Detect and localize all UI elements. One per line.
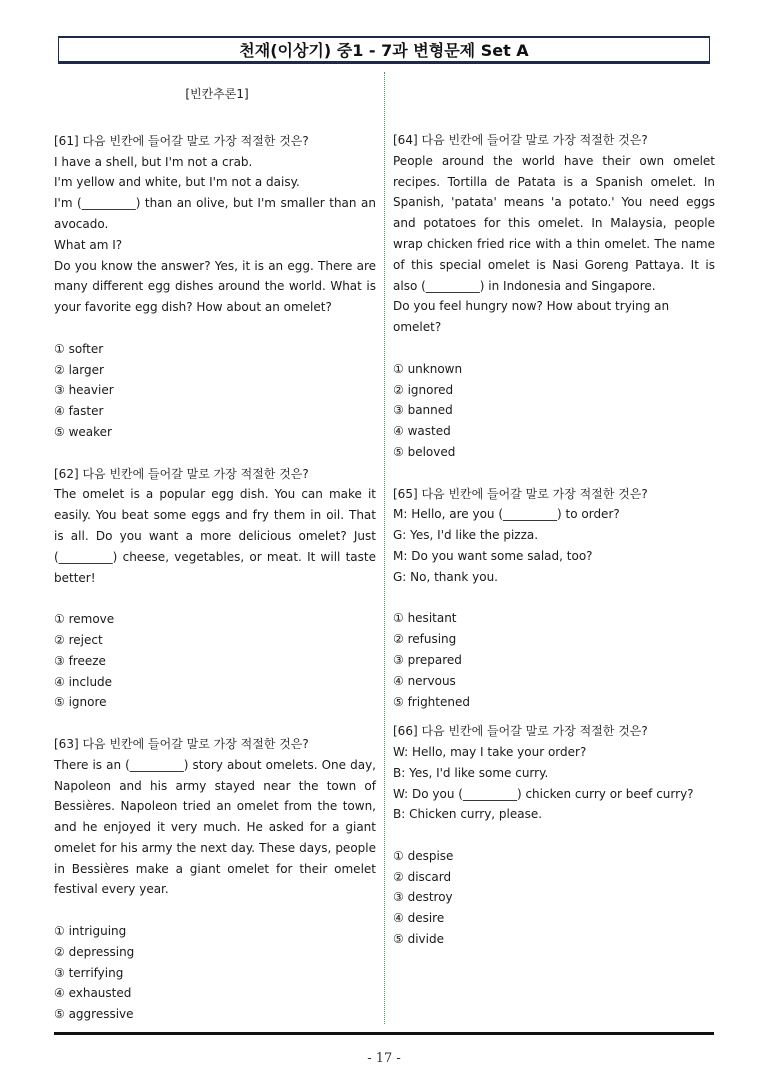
page-header [58, 36, 710, 64]
answer-option[interactable]: ⑤ beloved [393, 444, 456, 459]
question-passage [393, 151, 715, 338]
page-title: 천재(이상기) 중1 - 7과 변형문제 Set A [239, 41, 529, 60]
answer-option[interactable]: ⑤ aggressive [54, 1007, 134, 1022]
answer-option[interactable]: ② refusing [393, 632, 457, 647]
column-divider [384, 72, 385, 1024]
answer-option[interactable]: ① intriguing [54, 924, 127, 939]
answer-option[interactable]: ② reject [54, 632, 103, 647]
answer-option[interactable]: ④ include [54, 674, 113, 689]
dialogue-line: G: No, thank you. [393, 569, 498, 584]
passage-line: What am I? [54, 237, 123, 252]
answer-options [393, 608, 715, 712]
question-title: [61] 다음 빈칸에 들어갈 말로 가장 적절한 것은? [54, 133, 309, 148]
answer-option[interactable]: ② ignored [393, 382, 454, 397]
answer-option[interactable]: ② depressing [54, 944, 135, 959]
question-61 [54, 131, 376, 443]
answer-option[interactable]: ① despise [393, 848, 454, 863]
passage-line: There is an (_________) story about omelets. One day, Napoleon and his army stayed near the town of Bessières. Napoleon tried an omelet from the town, and he enjoyed it very much. He asked for a giant omelet for his army the next day. These days, people in Bessières make a giant omelet for their omelet festival every year. [54, 757, 376, 897]
answer-option[interactable]: ② larger [54, 362, 104, 377]
passage-line: Do you know the answer? Yes, it is an egg. There are many different egg dishes around the world. What is your favorite egg dish? How about an omelet? [54, 258, 376, 315]
passage-line: I have a shell, but I'm not a crab. [54, 154, 253, 169]
answer-options [54, 339, 376, 443]
question-62 [54, 464, 376, 714]
answer-option[interactable]: ④ wasted [393, 424, 451, 439]
answer-option[interactable]: ① remove [54, 612, 115, 627]
answer-options [54, 921, 376, 1025]
dialogue-line: W: Do you (_________) chicken curry or beef curry? [393, 786, 694, 801]
page-number: - 17 - [367, 1051, 401, 1066]
dialogue-line: M: Do you want some salad, too? [393, 548, 593, 563]
answer-option[interactable]: ① softer [54, 341, 104, 356]
question-passage [54, 152, 376, 318]
footer-rule [54, 1032, 714, 1035]
passage-line: Do you feel hungry now? How about trying an omelet? [393, 299, 670, 335]
answer-option[interactable]: ① hesitant [393, 611, 457, 626]
passage-line: People around the world have their own omelet recipes. Tortilla de Patata is a Spanish omelet. In Spanish, 'patata' means 'a potato.' You need eggs and potatoes for this omelet. In Malaysia, people wrap chicken fried rice with a thin omelet. The name of this special omelet is Nasi Goreng Pattaya. It is also (_________) in Indonesia and Singapore. [393, 153, 715, 293]
passage-line: I'm (_________) than an olive, but I'm smaller than an avocado. [54, 196, 376, 231]
question-title: [65] 다음 빈칸에 들어갈 말로 가장 적절한 것은? [393, 486, 648, 501]
left-column [54, 84, 376, 1046]
dialogue-line: G: Yes, I'd like the pizza. [393, 528, 539, 543]
answer-option[interactable]: ③ destroy [393, 890, 453, 905]
answer-option[interactable]: ⑤ ignore [54, 695, 107, 710]
section-tag: [빈칸추론1] [185, 87, 249, 101]
question-title: [66] 다음 빈칸에 들어갈 말로 가장 적절한 것은? [393, 724, 648, 739]
question-64 [393, 130, 715, 463]
question-passage [393, 742, 715, 825]
answer-options [54, 609, 376, 713]
question-title: [63] 다음 빈칸에 들어갈 말로 가장 적절한 것은? [54, 736, 309, 751]
question-passage [54, 484, 376, 588]
passage-line: The omelet is a popular egg dish. You can make it easily. You beat some eggs and fry them in oil. That is all. Do you want a more delicious omelet? Just (_________) cheese, vegetables, or meat. It will taste better! [54, 487, 376, 585]
answer-option[interactable]: ⑤ weaker [54, 424, 112, 439]
dialogue-line: B: Yes, I'd like some curry. [393, 765, 549, 780]
answer-option[interactable]: ③ banned [393, 403, 453, 418]
question-passage [54, 755, 376, 901]
answer-options [393, 846, 715, 950]
right-column [393, 130, 715, 971]
answer-option[interactable]: ④ nervous [393, 673, 456, 688]
answer-option[interactable]: ⑤ divide [393, 932, 444, 947]
answer-option[interactable]: ③ terrifying [54, 965, 124, 980]
answer-option[interactable]: ④ faster [54, 404, 104, 419]
question-65 [393, 484, 715, 713]
dialogue-line: W: Hello, may I take your order? [393, 744, 587, 759]
question-passage [393, 504, 715, 587]
question-63 [54, 734, 376, 1025]
question-title: [62] 다음 빈칸에 들어갈 말로 가장 적절한 것은? [54, 466, 309, 481]
answer-option[interactable]: ④ desire [393, 911, 445, 926]
dialogue-line: B: Chicken curry, please. [393, 807, 543, 822]
dialogue-line: M: Hello, are you (_________) to order? [393, 507, 620, 522]
answer-options [393, 359, 715, 463]
answer-option[interactable]: ③ prepared [393, 652, 462, 667]
question-title: [64] 다음 빈칸에 들어갈 말로 가장 적절한 것은? [393, 133, 648, 147]
answer-option[interactable]: ② discard [393, 869, 452, 884]
answer-option[interactable]: ③ freeze [54, 653, 106, 668]
passage-line: I'm yellow and white, but I'm not a daisy. [54, 175, 300, 190]
question-66 [393, 721, 715, 950]
answer-option[interactable]: ③ heavier [54, 383, 114, 398]
answer-option[interactable]: ① unknown [393, 361, 463, 376]
answer-option[interactable]: ④ exhausted [54, 986, 132, 1001]
answer-option[interactable]: ⑤ frightened [393, 694, 470, 709]
